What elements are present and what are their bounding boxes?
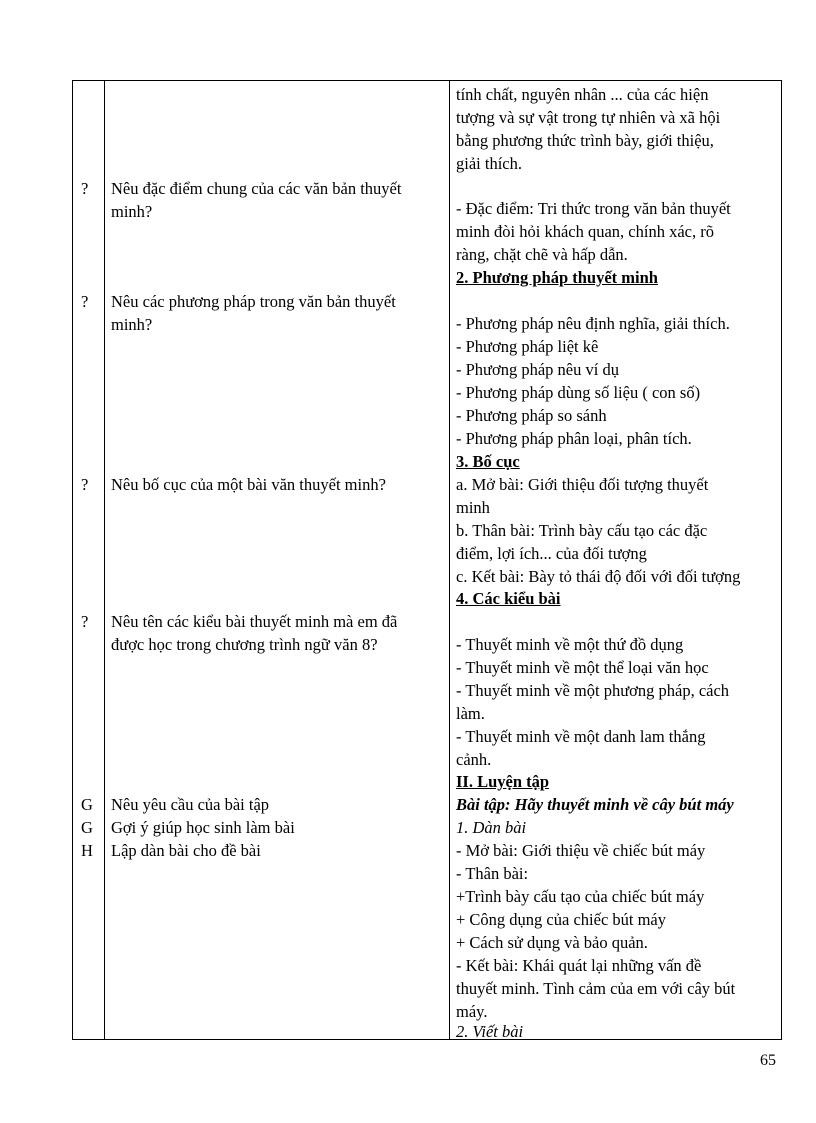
- content-line: - Phương pháp nêu định nghĩa, giải thích.: [456, 314, 730, 333]
- content-line: bằng phương thức trình bày, giới thiệu,: [456, 131, 714, 150]
- content-line: - Phương pháp phân loại, phân tích.: [456, 429, 692, 448]
- question-column: [105, 81, 449, 1039]
- page-number: 65: [760, 1052, 776, 1069]
- content-line: a. Mở bài: Giới thiệu đối tượng thuyết: [456, 475, 709, 494]
- content-line: - Mở bài: Giới thiệu về chiếc bút máy: [456, 841, 706, 860]
- content-line: c. Kết bài: Bày tỏ thái độ đối với đối tượng: [456, 567, 741, 586]
- content-line: ràng, chặt chẽ và hấp dẫn.: [456, 245, 628, 264]
- content-line: - Thuyết minh về một phương pháp, cách: [456, 681, 730, 700]
- content-line: giải thích.: [456, 154, 522, 173]
- content-line: +Trình bày cấu tạo của chiếc bút máy: [456, 887, 705, 906]
- marker: G: [81, 795, 93, 814]
- content-line: minh đòi hỏi khách quan, chính xác, rõ: [456, 222, 714, 241]
- question-line: Nêu yêu cầu của bài tập: [111, 795, 270, 814]
- question-line: Nêu các phương pháp trong văn bản thuyết: [111, 292, 396, 311]
- marker: G: [81, 818, 93, 837]
- marker-column: [73, 81, 104, 1039]
- section-heading: 2. Phương pháp thuyết minh: [456, 268, 658, 287]
- question-line: Nêu đặc điểm chung của các văn bản thuyết: [111, 179, 402, 198]
- content-line: làm.: [456, 704, 485, 723]
- content-line: tượng và sự vật trong tự nhiên và xã hội: [456, 108, 721, 127]
- content-line: b. Thân bài: Trình bày cấu tạo các đặc: [456, 521, 708, 540]
- content-line: máy.: [456, 1002, 488, 1021]
- content-line: - Phương pháp nêu ví dụ: [456, 360, 619, 379]
- question-line: được học trong chương trình ngữ văn 8?: [111, 635, 378, 654]
- content-line: - Phương pháp liệt kê: [456, 337, 599, 356]
- content-line: - Thân bài:: [456, 864, 529, 883]
- content-line: - Phương pháp so sánh: [456, 406, 607, 425]
- content-line: - Đặc điểm: Tri thức trong văn bản thuyết: [456, 199, 731, 218]
- question-line: Nêu bố cục của một bài văn thuyết minh?: [111, 475, 386, 494]
- section-heading: 4. Các kiểu bài: [456, 589, 561, 608]
- marker: ?: [81, 475, 89, 494]
- content-line: + Công dụng của chiếc bút máy: [456, 910, 667, 929]
- content-column: [450, 81, 781, 1039]
- content-line: - Thuyết minh về một thể loại văn học: [456, 658, 709, 677]
- exercise-title: Bài tập: Hãy thuyết minh về cây bút máy: [456, 795, 734, 814]
- marker: H: [81, 841, 93, 860]
- question-line: minh?: [111, 315, 153, 334]
- section-heading: II. Luyện tập: [456, 772, 550, 791]
- content-line: - Phương pháp dùng số liệu ( con số): [456, 383, 701, 402]
- question-line: Nêu tên các kiểu bài thuyết minh mà em đã: [111, 612, 398, 631]
- lesson-table: [72, 80, 782, 1040]
- marker: ?: [81, 292, 89, 311]
- content-line: + Cách sử dụng và bảo quản.: [456, 933, 648, 952]
- content-line: - Thuyết minh về một thứ đồ dụng: [456, 635, 684, 654]
- content-line: minh: [456, 498, 490, 517]
- question-line: minh?: [111, 202, 153, 221]
- content-line: - Thuyết minh về một danh lam thắng: [456, 727, 706, 746]
- question-line: Lập dàn bài cho đề bài: [111, 841, 261, 860]
- section-heading: 3. Bố cục: [456, 452, 520, 471]
- marker: ?: [81, 612, 89, 631]
- content-line: điểm, lợi ích... của đối tượng: [456, 544, 647, 563]
- subsection-heading: 2. Viết bài: [456, 1022, 524, 1041]
- content-line: thuyết minh. Tình cảm của em với cây bút: [456, 979, 736, 998]
- content-line: cảnh.: [456, 750, 492, 769]
- question-line: Gợi ý giúp học sinh làm bài: [111, 818, 295, 837]
- subsection-heading: 1. Dàn bài: [456, 818, 527, 837]
- marker: ?: [81, 179, 89, 198]
- content-line: - Kết bài: Khái quát lại những vấn đề: [456, 956, 702, 975]
- content-line: tính chất, nguyên nhân ... của các hiện: [456, 85, 709, 104]
